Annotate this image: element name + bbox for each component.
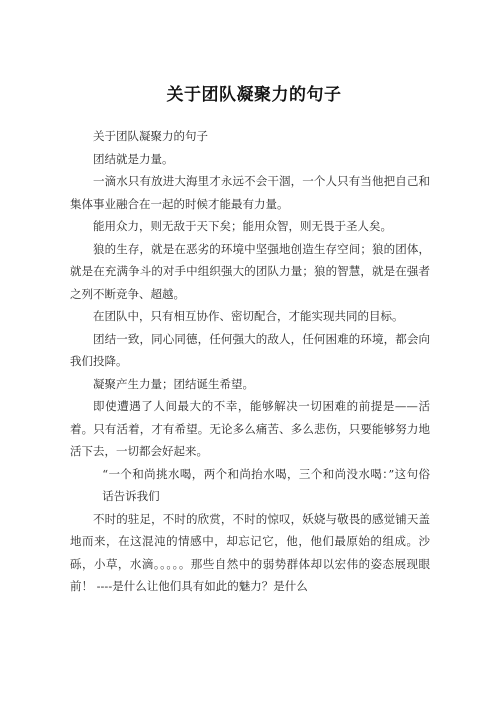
paragraph: 在团队中，只有相互协作、密切配合，才能实现共同的目标。 <box>93 309 404 323</box>
paragraph: 不时的驻足，不时的欣赏，不时的惊叹，妖娆与敬畏的感觉铺天盖地而来，在这混沌的情感中，却忘记它，他，他们最原始的组成。沙砾，小草，水滴。。。。。那些自然中的弱势群体却以宏伟的姿态展现眼前！ ----是什么让他们具有如此的魅力？是什么 <box>70 511 430 593</box>
paragraph: 狼的生存，就是在恶劣的环境中坚强地创造生存空间；狼的团体，就是在充满争斗的对手中组织强大的团队力量；狼的智慧，就是在强者之列不断竞争、超越。 <box>70 241 430 301</box>
paragraph: 一滴水只有放进大海里才永远不会干涸，一个人只有当他把自己和集体事业融合在一起的时候才能最有力量。 <box>70 174 430 211</box>
paragraph: “一个和尚挑水喝，两个和尚抬水喝，三个和尚没水喝：”这句俗话告诉我们 <box>102 466 430 503</box>
paragraph: 即使遭遇了人间最大的不幸，能够解决一切困难的前提是——活着。只有活着，才有希望。无论多么痛苦、多么悲伤，只要能够努力地活下去，一切都会好起来。 <box>70 399 430 458</box>
paragraph: 团结就是力量。 <box>93 151 174 166</box>
paragraph: 团结一致，同心同德，任何强大的敌人，任何困难的环境，都会向我们投降。 <box>70 331 430 368</box>
paragraph: 关于团队凝聚力的句子 <box>93 129 208 143</box>
document-title: 关于团队凝聚力的句子 <box>166 85 342 105</box>
paragraph: 凝聚产生力量；团结诞生希望。 <box>93 376 254 391</box>
paragraph: 能用众力，则无敌于天下矣；能用众智，则无畏于圣人矣。 <box>93 219 392 233</box>
